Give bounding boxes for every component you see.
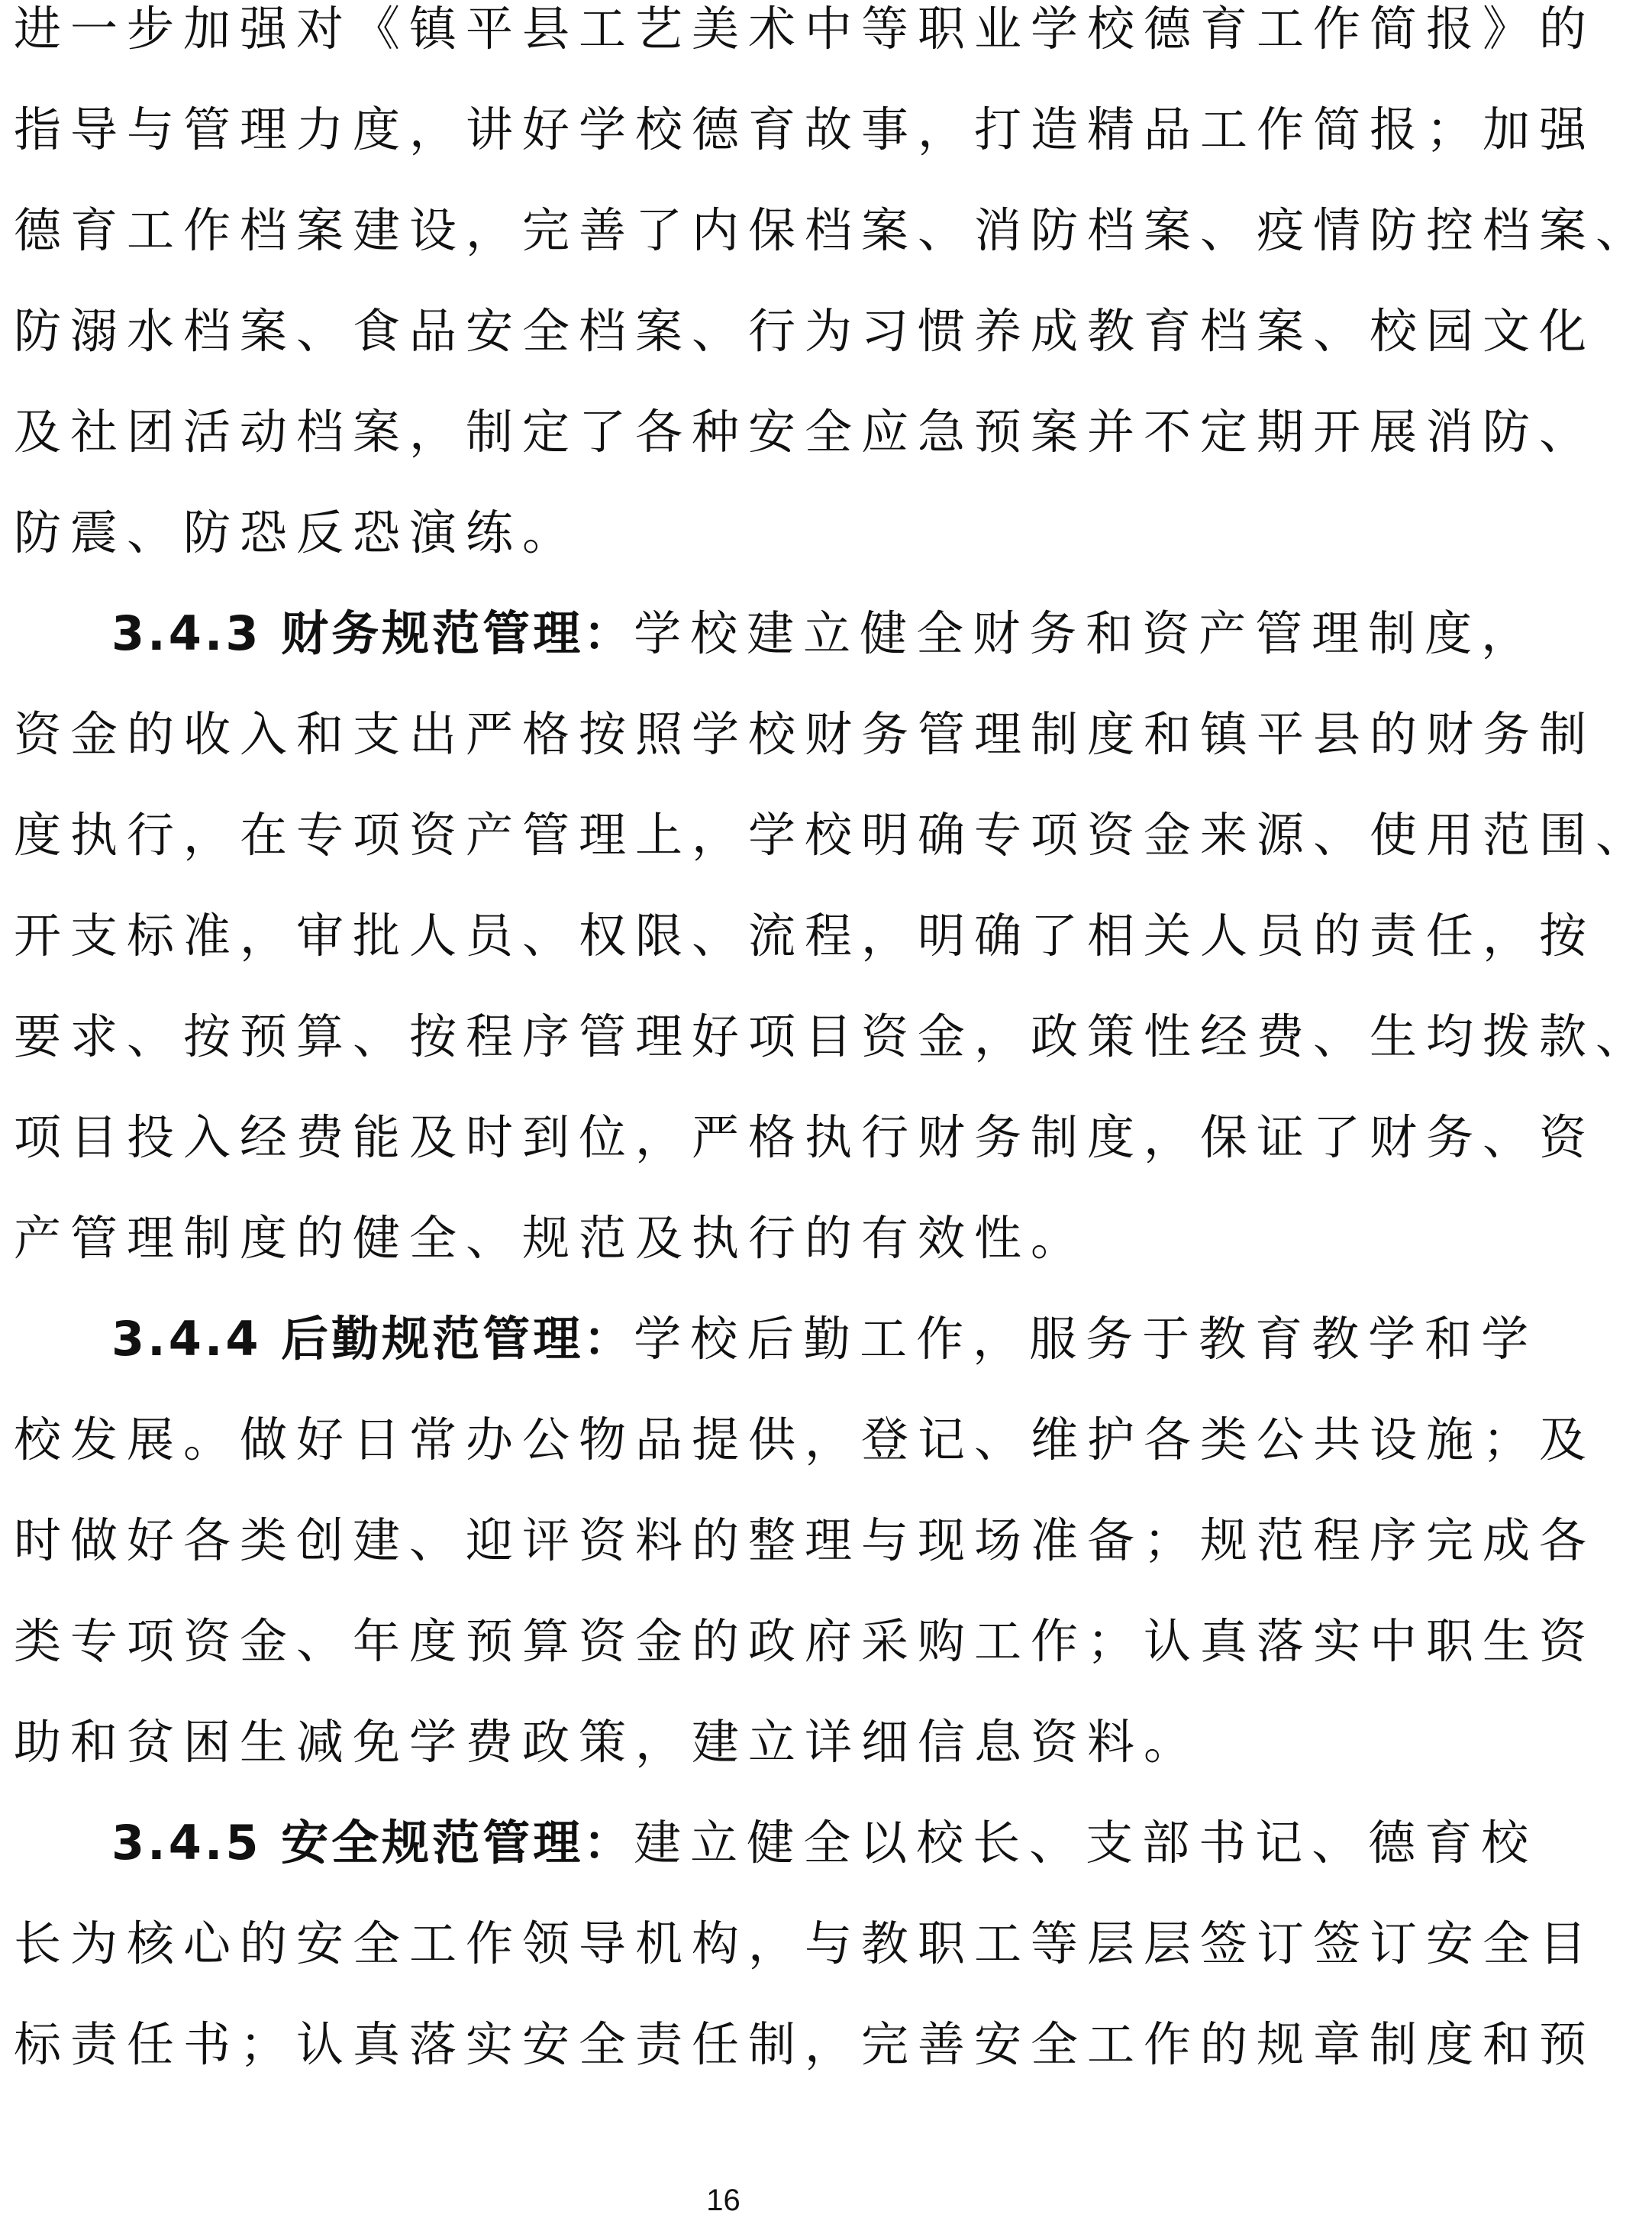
section-line bbox=[14, 588, 1538, 679]
text-line: 指导与管理力度，讲好学校德育故事，打造精品工作简报；加强 bbox=[14, 102, 1596, 157]
text-line: 产管理制度的健全、规范及执行的有效性。 bbox=[14, 1210, 1088, 1266]
section-line bbox=[14, 1797, 1538, 1889]
text-line: 长为核心的安全工作领导机构，与教职工等层层签订签订安全目 bbox=[14, 1916, 1596, 1971]
text-line: 类专项资金、年度预算资金的政府采购工作；认真落实中职生资 bbox=[14, 1613, 1596, 1669]
text-line: 项目投入经费能及时到位，严格执行财务制度，保证了财务、资 bbox=[14, 1109, 1596, 1165]
page-number: 16 bbox=[706, 2184, 740, 2217]
section-heading-3-4-3: 3.4.3 财务规范管理： bbox=[111, 605, 634, 661]
text-line: 时做好各类创建、迎评资料的整理与现场准备；规范程序完成各 bbox=[14, 1512, 1596, 1568]
text-line: 助和贫困生减免学费政策，建立详细信息资料。 bbox=[14, 1714, 1201, 1770]
text-line: 防震、防恐反恐演练。 bbox=[14, 505, 579, 560]
text-line: 开支标准，审批人员、权限、流程，明确了相关人员的责任，按 bbox=[14, 908, 1596, 964]
section-heading-3-4-5: 3.4.5 安全规范管理： bbox=[111, 1815, 634, 1871]
text-line: 标责任书；认真落实安全责任制，完善安全工作的规章制度和预 bbox=[14, 2016, 1596, 2072]
text-line: 防溺水档案、食品安全档案、行为习惯养成教育档案、校园文化 bbox=[14, 303, 1596, 359]
section-heading-3-4-4: 3.4.4 后勤规范管理： bbox=[111, 1311, 634, 1367]
text-line: 德育工作档案建设，完善了内保档案、消防档案、疫情防控档案、 bbox=[14, 202, 1652, 258]
section-line bbox=[14, 1293, 1538, 1385]
text-line: 资金的收入和支出严格按照学校财务管理制度和镇平县的财务制 bbox=[14, 706, 1596, 762]
text-span: 学校后勤工作，服务于教育教学和学 bbox=[634, 1311, 1538, 1367]
text-line: 要求、按预算、按程序管理好项目资金，政策性经费、生均拨款、 bbox=[14, 1009, 1652, 1064]
text-line: 校发展。做好日常办公物品提供，登记、维护各类公共设施；及 bbox=[14, 1412, 1596, 1467]
text-span: 建立健全以校长、支部书记、德育校 bbox=[634, 1815, 1538, 1871]
text-line: 度执行，在专项资产管理上，学校明确专项资金来源、使用范围、 bbox=[14, 807, 1652, 863]
text-line: 进一步加强对《镇平县工艺美术中等职业学校德育工作简报》的 bbox=[14, 1, 1596, 56]
text-span: 学校建立健全财务和资产管理制度， bbox=[634, 605, 1538, 661]
text-line: 及社团活动档案，制定了各种安全应急预案并不定期开展消防、 bbox=[14, 404, 1596, 460]
